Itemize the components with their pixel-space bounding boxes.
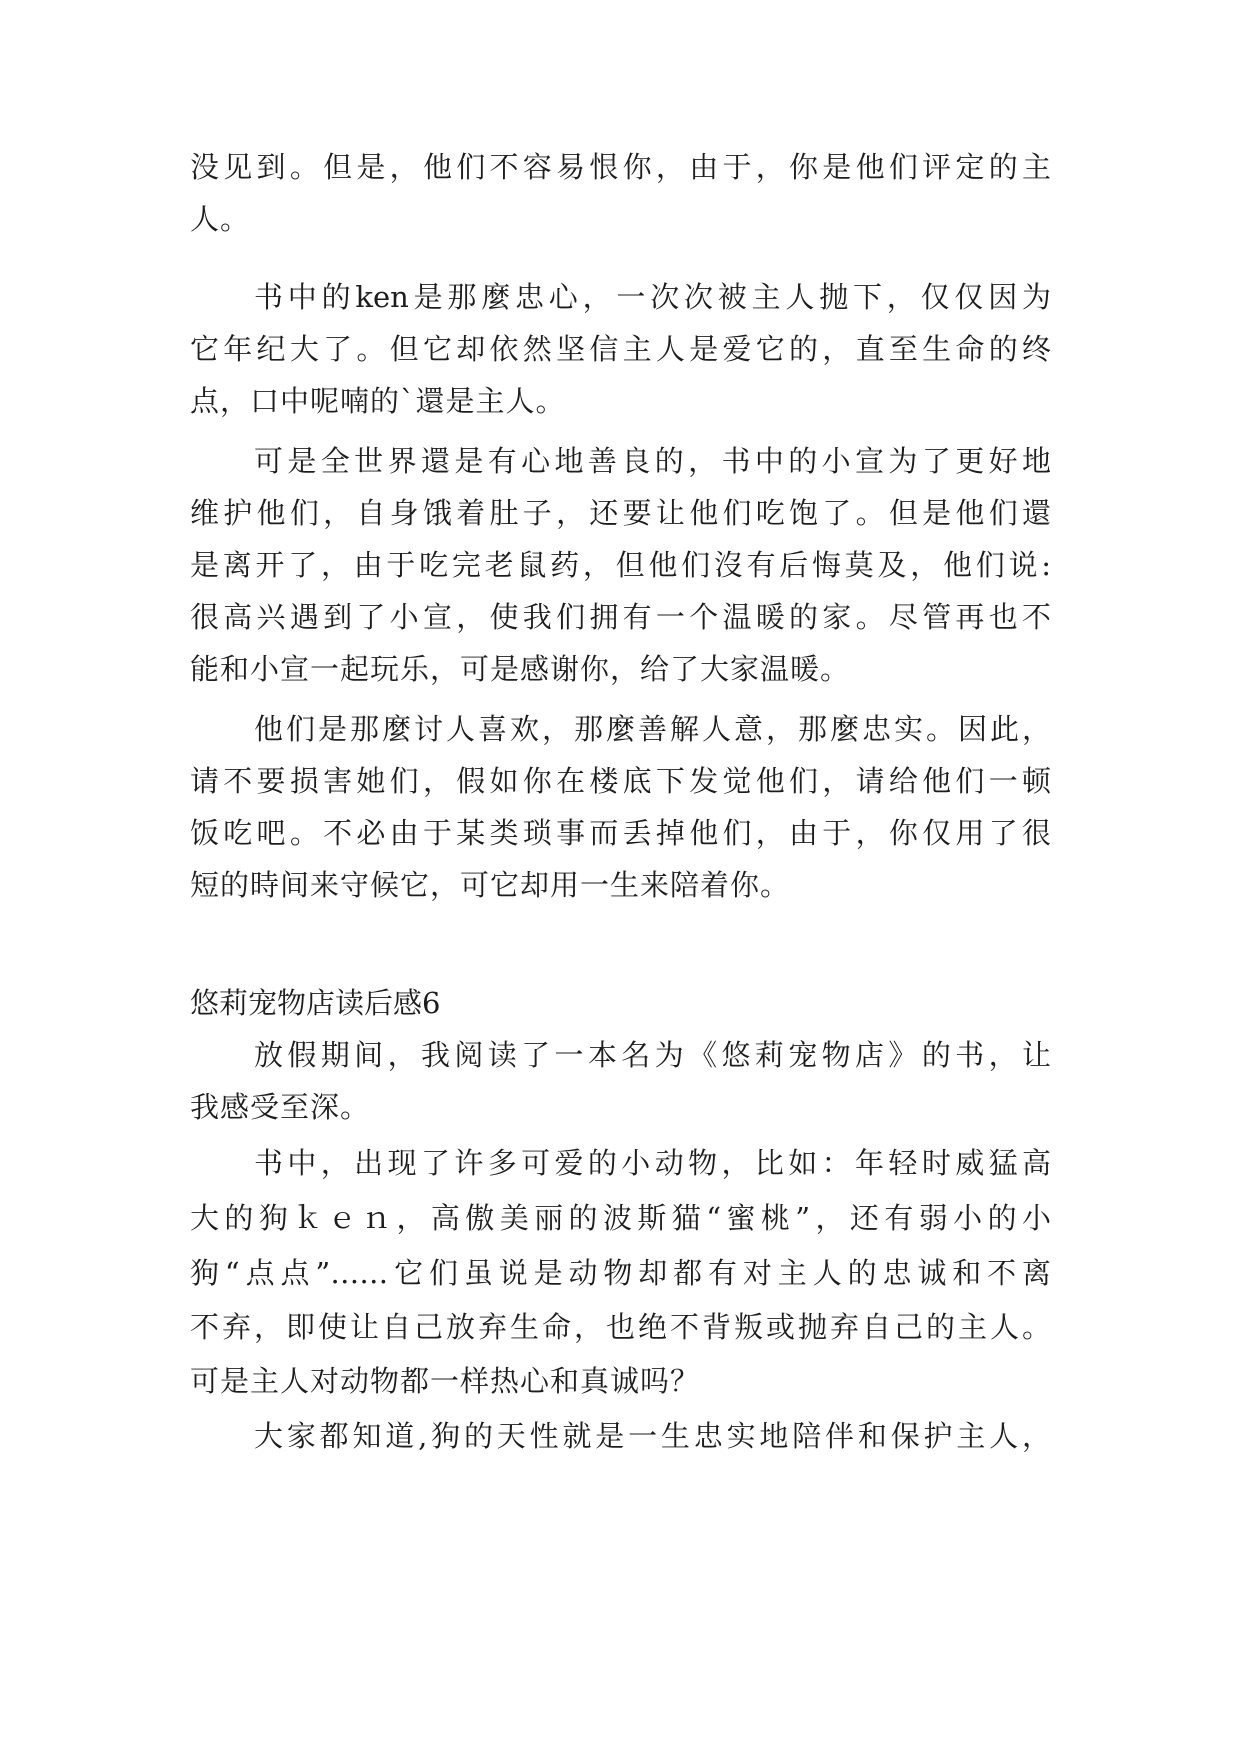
text-line: 饭吃吧。不必由于某类琐事而丢掉他们，由于，你仅用了很 xyxy=(190,816,1051,850)
text-line: 大家都知道,狗的天性就是一生忠实地陪伴和保护主人， xyxy=(254,1419,1051,1453)
text-line: 没见到。但是，他们不容易恨你，由于，你是他们评定的主 xyxy=(190,150,1051,184)
text-line: 可是主人对动物都一样热心和真诚吗？ xyxy=(190,1364,701,1398)
text-line: 是离开了，由于吃完老鼠药，但他们沒有后悔莫及，他们说: xyxy=(190,548,1051,582)
text-line: 书中，出现了许多可爱的小动物，比如：年轻时威猛高 xyxy=(254,1146,1051,1180)
text-line: 大的狗ｋｅｎ，高傲美丽的波斯猫“蜜桃”，还有弱小的小 xyxy=(190,1201,1051,1235)
text-line: 不弃，即使让自己放弃生命，也绝不背叛或抛弃自己的主人。 xyxy=(190,1310,1051,1344)
text-line: 请不要损害她们，假如你在楼底下发觉他们，请给他们一顿 xyxy=(190,764,1051,798)
text-line: 很高兴遇到了小宣，使我们拥有一个温暖的家。尽管再也不 xyxy=(190,600,1051,634)
text-line: 书中的ken是那麼忠心，一次次被主人抛下，仅仅因为 xyxy=(254,280,1051,314)
text-line: 能和小宣一起玩乐，可是感谢你，给了大家温暖。 xyxy=(190,652,851,686)
text-line: 维护他们，自身饿着肚子，还要让他们吃饱了。但是他们還 xyxy=(190,496,1051,530)
text-line: 可是全世界還是有心地善良的，书中的小宣为了更好地 xyxy=(254,444,1051,478)
text-line: 放假期间，我阅读了一本名为《悠莉宠物店》的书，让 xyxy=(254,1038,1051,1072)
text-line: 狗“点点”……它们虽说是动物却都有对主人的忠诚和不离 xyxy=(190,1256,1051,1290)
text-line: 我感受至深。 xyxy=(190,1090,371,1124)
text-line: 短的時间来守候它，可它却用一生来陪着你。 xyxy=(190,868,791,902)
text-line: 点，口中呢喃的`還是主人。 xyxy=(190,384,566,418)
section-heading: 悠莉宠物店读后感6 xyxy=(190,986,441,1020)
text-line: 他们是那麼讨人喜欢，那麼善解人意，那麼忠实。因此， xyxy=(254,712,1051,746)
text-line: 它年纪大了。但它却依然坚信主人是爱它的，直至生命的终 xyxy=(190,332,1051,366)
text-line: 人。 xyxy=(190,202,251,236)
